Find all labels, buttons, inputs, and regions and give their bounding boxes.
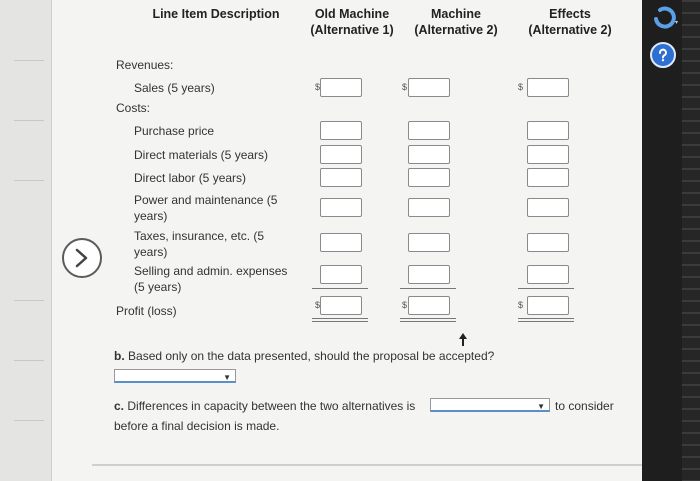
purchase-alt1-input[interactable] bbox=[320, 121, 362, 140]
strip-tick bbox=[14, 420, 44, 421]
sidebar-edge bbox=[682, 0, 700, 481]
strip-tick bbox=[14, 360, 44, 361]
subtotal-underline bbox=[400, 288, 456, 289]
label-taxes-insurance-2: years) bbox=[134, 245, 168, 259]
right-sidebar bbox=[642, 0, 700, 481]
question-c bbox=[114, 398, 434, 414]
label-purchase-price: Purchase price bbox=[134, 124, 215, 138]
materials-alt1-input[interactable] bbox=[320, 145, 362, 164]
labor-alt2-input[interactable] bbox=[408, 168, 450, 187]
question-c-line2: before a final decision is made. bbox=[114, 419, 280, 433]
purchase-alt2-input[interactable] bbox=[408, 121, 450, 140]
refresh-button[interactable] bbox=[650, 4, 680, 32]
power-alt1-input[interactable] bbox=[320, 198, 362, 217]
total-double-underline bbox=[400, 318, 456, 322]
total-double-underline bbox=[312, 318, 368, 322]
subtotal-underline bbox=[518, 288, 574, 289]
label-costs: Costs: bbox=[116, 101, 151, 115]
chevron-right-icon bbox=[73, 247, 91, 269]
chevron-down-icon: ▼ bbox=[223, 373, 231, 382]
profit-alt1-input[interactable] bbox=[320, 296, 362, 315]
labor-effects-input[interactable] bbox=[527, 168, 569, 187]
label-direct-labor: Direct labor (5 years) bbox=[134, 171, 247, 185]
strip-tick bbox=[14, 120, 44, 121]
label-sales: Sales (5 years) bbox=[134, 81, 215, 95]
label-revenues: Revenues: bbox=[116, 58, 174, 72]
help-icon bbox=[655, 47, 671, 63]
currency-symbol: $ bbox=[402, 82, 408, 92]
question-b bbox=[114, 348, 534, 364]
currency-symbol: $ bbox=[402, 300, 408, 310]
purchase-effects-input[interactable] bbox=[527, 121, 569, 140]
currency-symbol: $ bbox=[315, 82, 321, 92]
taxes-alt2-input[interactable] bbox=[408, 233, 450, 252]
label-profit-loss: Profit (loss) bbox=[116, 304, 177, 318]
sales-alt2-input[interactable] bbox=[408, 78, 450, 97]
left-panel-strip bbox=[0, 0, 52, 481]
worksheet-panel bbox=[52, 0, 642, 481]
materials-alt2-input[interactable] bbox=[408, 145, 450, 164]
label-taxes-insurance-1: Taxes, insurance, etc. (5 bbox=[134, 229, 265, 243]
subtotal-underline bbox=[312, 288, 368, 289]
label-selling-admin-1: Selling and admin. expenses bbox=[134, 264, 288, 278]
currency-symbol: $ bbox=[518, 82, 524, 92]
header-line-item-description: Line Item Description bbox=[152, 7, 280, 21]
mouse-pointer-icon bbox=[458, 333, 468, 347]
label-power-maintenance-2: years) bbox=[134, 209, 168, 223]
question-b-letter: b. bbox=[114, 349, 125, 363]
label-power-maintenance-1: Power and maintenance (5 bbox=[134, 193, 278, 207]
strip-tick bbox=[14, 60, 44, 61]
question-c-text: Differences in capacity between the two alternatives is bbox=[127, 399, 416, 413]
power-alt2-input[interactable] bbox=[408, 198, 450, 217]
labor-alt1-input[interactable] bbox=[320, 168, 362, 187]
selling-alt1-input[interactable] bbox=[320, 265, 362, 284]
next-question-button[interactable] bbox=[62, 238, 102, 278]
help-button[interactable] bbox=[650, 42, 676, 68]
capacity-difference-dropdown[interactable] bbox=[430, 398, 550, 412]
question-c-after: to consider bbox=[555, 399, 614, 413]
taxes-effects-input[interactable] bbox=[527, 233, 569, 252]
selling-alt2-input[interactable] bbox=[408, 265, 450, 284]
proposal-accept-dropdown[interactable] bbox=[114, 369, 236, 383]
label-selling-admin-2: (5 years) bbox=[134, 280, 182, 294]
sales-alt1-input[interactable] bbox=[320, 78, 362, 97]
question-b-text: Based only on the data presented, should the proposal be accepted? bbox=[128, 349, 495, 363]
power-effects-input[interactable] bbox=[527, 198, 569, 217]
profit-effects-input[interactable] bbox=[527, 296, 569, 315]
header-machine-alt2: Machine (Alternative 2) bbox=[414, 7, 498, 37]
currency-symbol: $ bbox=[315, 300, 321, 310]
section-divider bbox=[92, 464, 642, 466]
selling-effects-input[interactable] bbox=[527, 265, 569, 284]
refresh-icon bbox=[650, 5, 680, 31]
strip-tick bbox=[14, 300, 44, 301]
sales-effects-input[interactable] bbox=[527, 78, 569, 97]
question-c-letter: c. bbox=[114, 399, 125, 413]
taxes-alt1-input[interactable] bbox=[320, 233, 362, 252]
strip-tick bbox=[14, 180, 44, 181]
profit-alt2-input[interactable] bbox=[408, 296, 450, 315]
label-direct-materials: Direct materials (5 years) bbox=[134, 148, 269, 162]
currency-symbol: $ bbox=[518, 300, 524, 310]
total-double-underline bbox=[518, 318, 574, 322]
header-old-machine: Old Machine (Alternative 1) bbox=[310, 7, 394, 37]
chevron-down-icon: ▼ bbox=[537, 402, 545, 411]
materials-effects-input[interactable] bbox=[527, 145, 569, 164]
header-effects: Effects (Alternative 2) bbox=[528, 7, 612, 37]
